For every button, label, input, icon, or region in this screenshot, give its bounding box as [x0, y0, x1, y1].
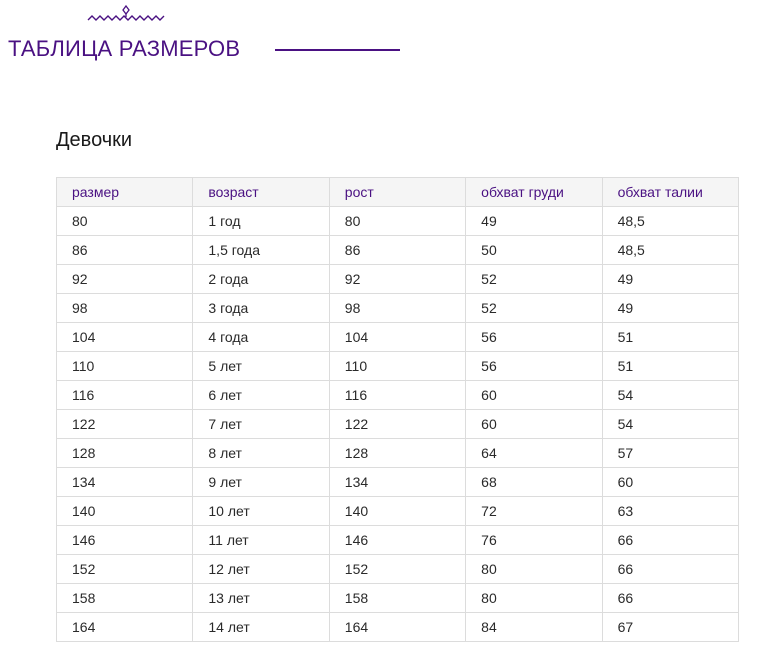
cell-age: 6 лет [193, 381, 329, 410]
cell-chest: 76 [466, 526, 602, 555]
cell-height: 116 [329, 381, 465, 410]
cell-waist: 51 [602, 352, 738, 381]
cell-waist: 51 [602, 323, 738, 352]
table-row [57, 584, 739, 613]
table-row [57, 323, 739, 352]
cell-height: 98 [329, 294, 465, 323]
cell-waist: 67 [602, 613, 738, 642]
cell-waist: 66 [602, 584, 738, 613]
column-header-age: возраст [193, 178, 329, 207]
cell-chest: 60 [466, 410, 602, 439]
cell-size: 158 [57, 584, 193, 613]
cell-waist: 54 [602, 410, 738, 439]
table-row [57, 410, 739, 439]
cell-chest: 72 [466, 497, 602, 526]
table-header-row [57, 178, 739, 207]
cell-size: 122 [57, 410, 193, 439]
cell-chest: 52 [466, 294, 602, 323]
cell-chest: 84 [466, 613, 602, 642]
cell-size: 92 [57, 265, 193, 294]
cell-chest: 56 [466, 323, 602, 352]
cell-waist: 49 [602, 265, 738, 294]
cell-height: 128 [329, 439, 465, 468]
cell-size: 146 [57, 526, 193, 555]
title-divider [275, 49, 400, 51]
table-row [57, 294, 739, 323]
table-row [57, 526, 739, 555]
cell-size: 134 [57, 468, 193, 497]
cell-waist: 60 [602, 468, 738, 497]
table-row [57, 555, 739, 584]
cell-age: 2 года [193, 265, 329, 294]
cell-chest: 52 [466, 265, 602, 294]
cell-height: 86 [329, 236, 465, 265]
cell-waist: 66 [602, 526, 738, 555]
cell-height: 146 [329, 526, 465, 555]
cell-age: 12 лет [193, 555, 329, 584]
cell-size: 164 [57, 613, 193, 642]
cell-size: 152 [57, 555, 193, 584]
cell-waist: 49 [602, 294, 738, 323]
table-row [57, 236, 739, 265]
cell-height: 92 [329, 265, 465, 294]
cell-height: 104 [329, 323, 465, 352]
cell-chest: 68 [466, 468, 602, 497]
section-heading: Девочки [56, 129, 133, 151]
column-header-chest: обхват груди [466, 178, 602, 207]
cell-height: 140 [329, 497, 465, 526]
size-table [56, 177, 739, 642]
cell-age: 7 лет [193, 410, 329, 439]
cell-size: 140 [57, 497, 193, 526]
cell-size: 86 [57, 236, 193, 265]
cell-height: 80 [329, 207, 465, 236]
cell-chest: 56 [466, 352, 602, 381]
cell-size: 80 [57, 207, 193, 236]
cell-waist: 66 [602, 555, 738, 584]
cell-waist: 63 [602, 497, 738, 526]
cell-size: 98 [57, 294, 193, 323]
cell-size: 104 [57, 323, 193, 352]
cell-chest: 64 [466, 439, 602, 468]
cell-height: 164 [329, 613, 465, 642]
cell-size: 110 [57, 352, 193, 381]
cell-height: 152 [329, 555, 465, 584]
table-row [57, 265, 739, 294]
cell-size: 128 [57, 439, 193, 468]
cell-age: 1 год [193, 207, 329, 236]
column-header-size: размер [57, 178, 193, 207]
cell-height: 158 [329, 584, 465, 613]
table-row [57, 352, 739, 381]
table-row [57, 497, 739, 526]
cell-chest: 60 [466, 381, 602, 410]
cell-age: 4 года [193, 323, 329, 352]
page-title: ТАБЛИЦА РАЗМЕРОВ [8, 36, 241, 61]
table-row [57, 207, 739, 236]
column-header-height: рост [329, 178, 465, 207]
cell-waist: 54 [602, 381, 738, 410]
cell-chest: 80 [466, 584, 602, 613]
cell-age: 3 года [193, 294, 329, 323]
cell-height: 110 [329, 352, 465, 381]
table-row [57, 381, 739, 410]
table-row [57, 468, 739, 497]
cell-waist: 48,5 [602, 236, 738, 265]
cell-age: 9 лет [193, 468, 329, 497]
column-header-waist: обхват талии [602, 178, 738, 207]
cell-chest: 50 [466, 236, 602, 265]
cell-height: 122 [329, 410, 465, 439]
cell-chest: 80 [466, 555, 602, 584]
cell-age: 11 лет [193, 526, 329, 555]
cell-age: 14 лет [193, 613, 329, 642]
cell-waist: 48,5 [602, 207, 738, 236]
cell-waist: 57 [602, 439, 738, 468]
cell-size: 116 [57, 381, 193, 410]
cell-age: 10 лет [193, 497, 329, 526]
cell-chest: 49 [466, 207, 602, 236]
cell-age: 5 лет [193, 352, 329, 381]
cell-age: 1,5 года [193, 236, 329, 265]
table-row [57, 439, 739, 468]
cell-height: 134 [329, 468, 465, 497]
cell-age: 8 лет [193, 439, 329, 468]
table-row [57, 613, 739, 642]
zigzag-ornament-icon [86, 4, 166, 26]
cell-age: 13 лет [193, 584, 329, 613]
